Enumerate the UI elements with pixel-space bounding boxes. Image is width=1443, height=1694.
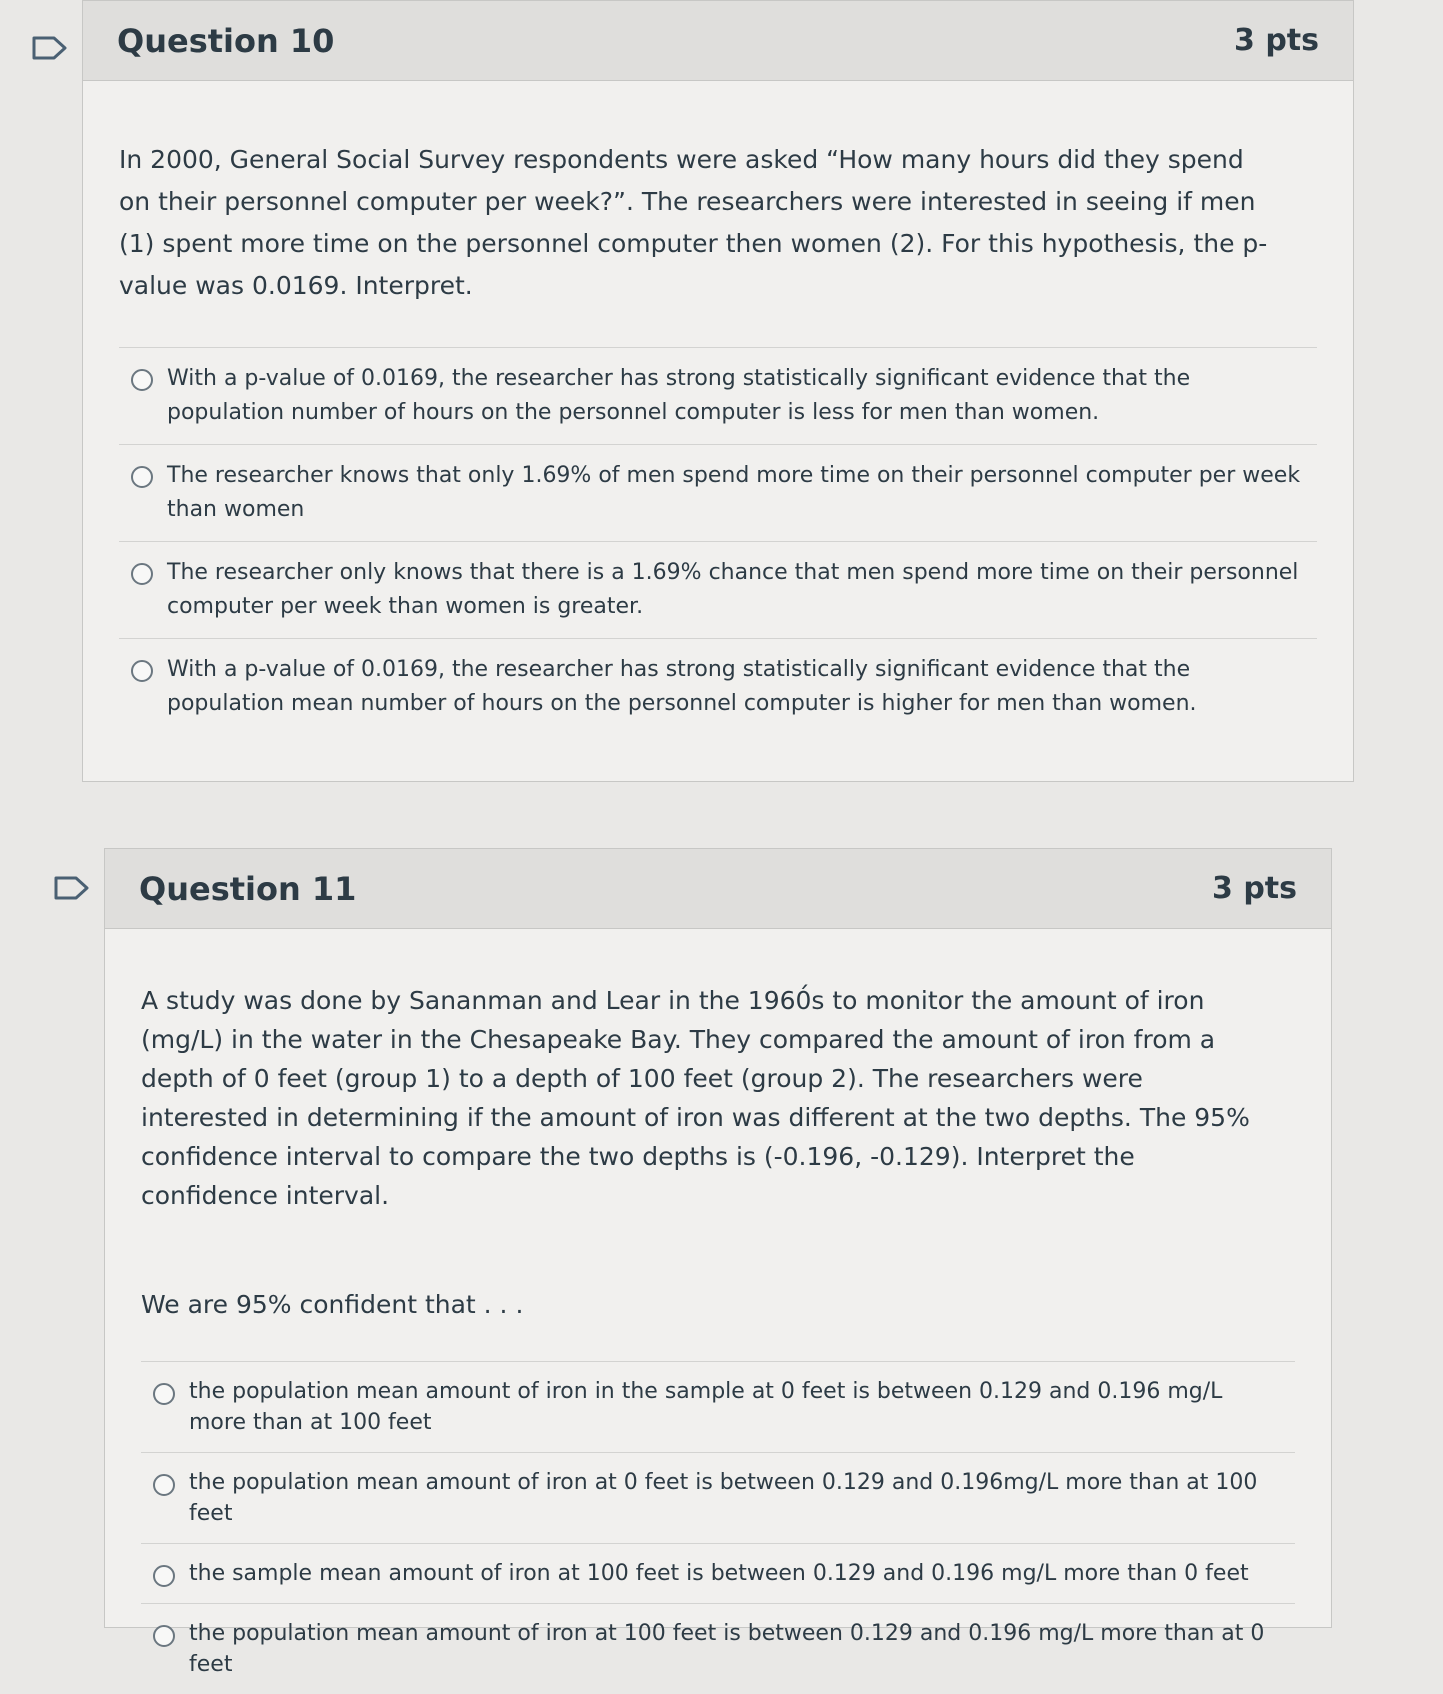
answer-label: the sample mean amount of iron at 100 feet is between 0.129 and 0.196 mg/L more than 0 feet xyxy=(189,1561,1249,1586)
answer-option[interactable] xyxy=(141,1543,1295,1603)
question-10-card xyxy=(82,0,1354,782)
radio-button[interactable] xyxy=(153,1383,175,1405)
question-points: 3 pts xyxy=(1212,871,1297,906)
question-text: In 2000, General Social Survey respondents were asked “How many hours did they spend on their personnel computer per week?”. The researchers were interested in seeing if men (1) spent more time on the personnel computer then women (2). For this hypothesis, the p-value was 0.0169. Interpret. xyxy=(119,145,1268,300)
answer-list xyxy=(119,347,1317,735)
answer-label: With a p-value of 0.0169, the researcher has strong statistically significant evidence that the population number of hours on the personnel computer is less for men than women. xyxy=(167,366,1191,425)
answer-option[interactable] xyxy=(141,1603,1295,1694)
question-text: A study was done by Sananman and Lear in the 1960́s to monitor the amount of iron (mg/L) in the water in the Chesapeake Bay. They compared the amount of iron from a depth of 0 feet (group 1) to a depth of 100 feet (group 2). The researchers were interested in determining if the amount of iron was different at the two depths. The 95% confidence interval to compare the two depths is (-0.196, -0.129). Interpret the confidence interval. xyxy=(141,986,1250,1210)
answer-option[interactable] xyxy=(119,541,1317,638)
question-title: Question 11 xyxy=(139,869,357,908)
answer-list xyxy=(141,1361,1295,1694)
answer-prompt: We are 95% confident that . . . xyxy=(141,1290,524,1319)
radio-button[interactable] xyxy=(131,563,153,585)
answer-label: the population mean amount of iron at 100 feet is between 0.129 and 0.196 mg/L more than at 0 feet xyxy=(189,1621,1265,1677)
answer-option[interactable] xyxy=(119,638,1317,735)
radio-button[interactable] xyxy=(153,1565,175,1587)
answer-option[interactable] xyxy=(119,444,1317,541)
question-body xyxy=(105,981,1331,1694)
answer-label: With a p-value of 0.0169, the researcher has strong statistically significant evidence that the population mean number of hours on the personnel computer is higher for men than women. xyxy=(167,657,1197,716)
question-points: 3 pts xyxy=(1234,23,1319,58)
radio-button[interactable] xyxy=(153,1625,175,1647)
answer-label: The researcher knows that only 1.69% of men spend more time on their personnel computer per week than women xyxy=(167,463,1301,522)
question-11-card xyxy=(104,848,1332,1677)
answer-label: the population mean amount of iron in the sample at 0 feet is between 0.129 and 0.196 mg/L more than at 100 feet xyxy=(189,1379,1223,1435)
answer-label: The researcher only knows that there is a 1.69% chance that men spend more time on their personnel computer per week than women is greater. xyxy=(167,560,1299,619)
radio-button[interactable] xyxy=(131,369,153,391)
question-body xyxy=(83,139,1353,735)
radio-button[interactable] xyxy=(131,660,153,682)
answer-label: the population mean amount of iron at 0 feet is between 0.129 and 0.196mg/L more than at 100 feet xyxy=(189,1470,1258,1526)
question-header xyxy=(83,1,1353,81)
answer-option[interactable] xyxy=(141,1452,1295,1543)
question-title: Question 10 xyxy=(117,21,335,60)
question-header xyxy=(105,849,1331,929)
bookmark-flag-icon[interactable] xyxy=(54,876,90,900)
answer-option[interactable] xyxy=(119,347,1317,444)
bookmark-flag-icon[interactable] xyxy=(32,36,68,60)
radio-button[interactable] xyxy=(131,466,153,488)
radio-button[interactable] xyxy=(153,1474,175,1496)
answer-option[interactable] xyxy=(141,1361,1295,1452)
